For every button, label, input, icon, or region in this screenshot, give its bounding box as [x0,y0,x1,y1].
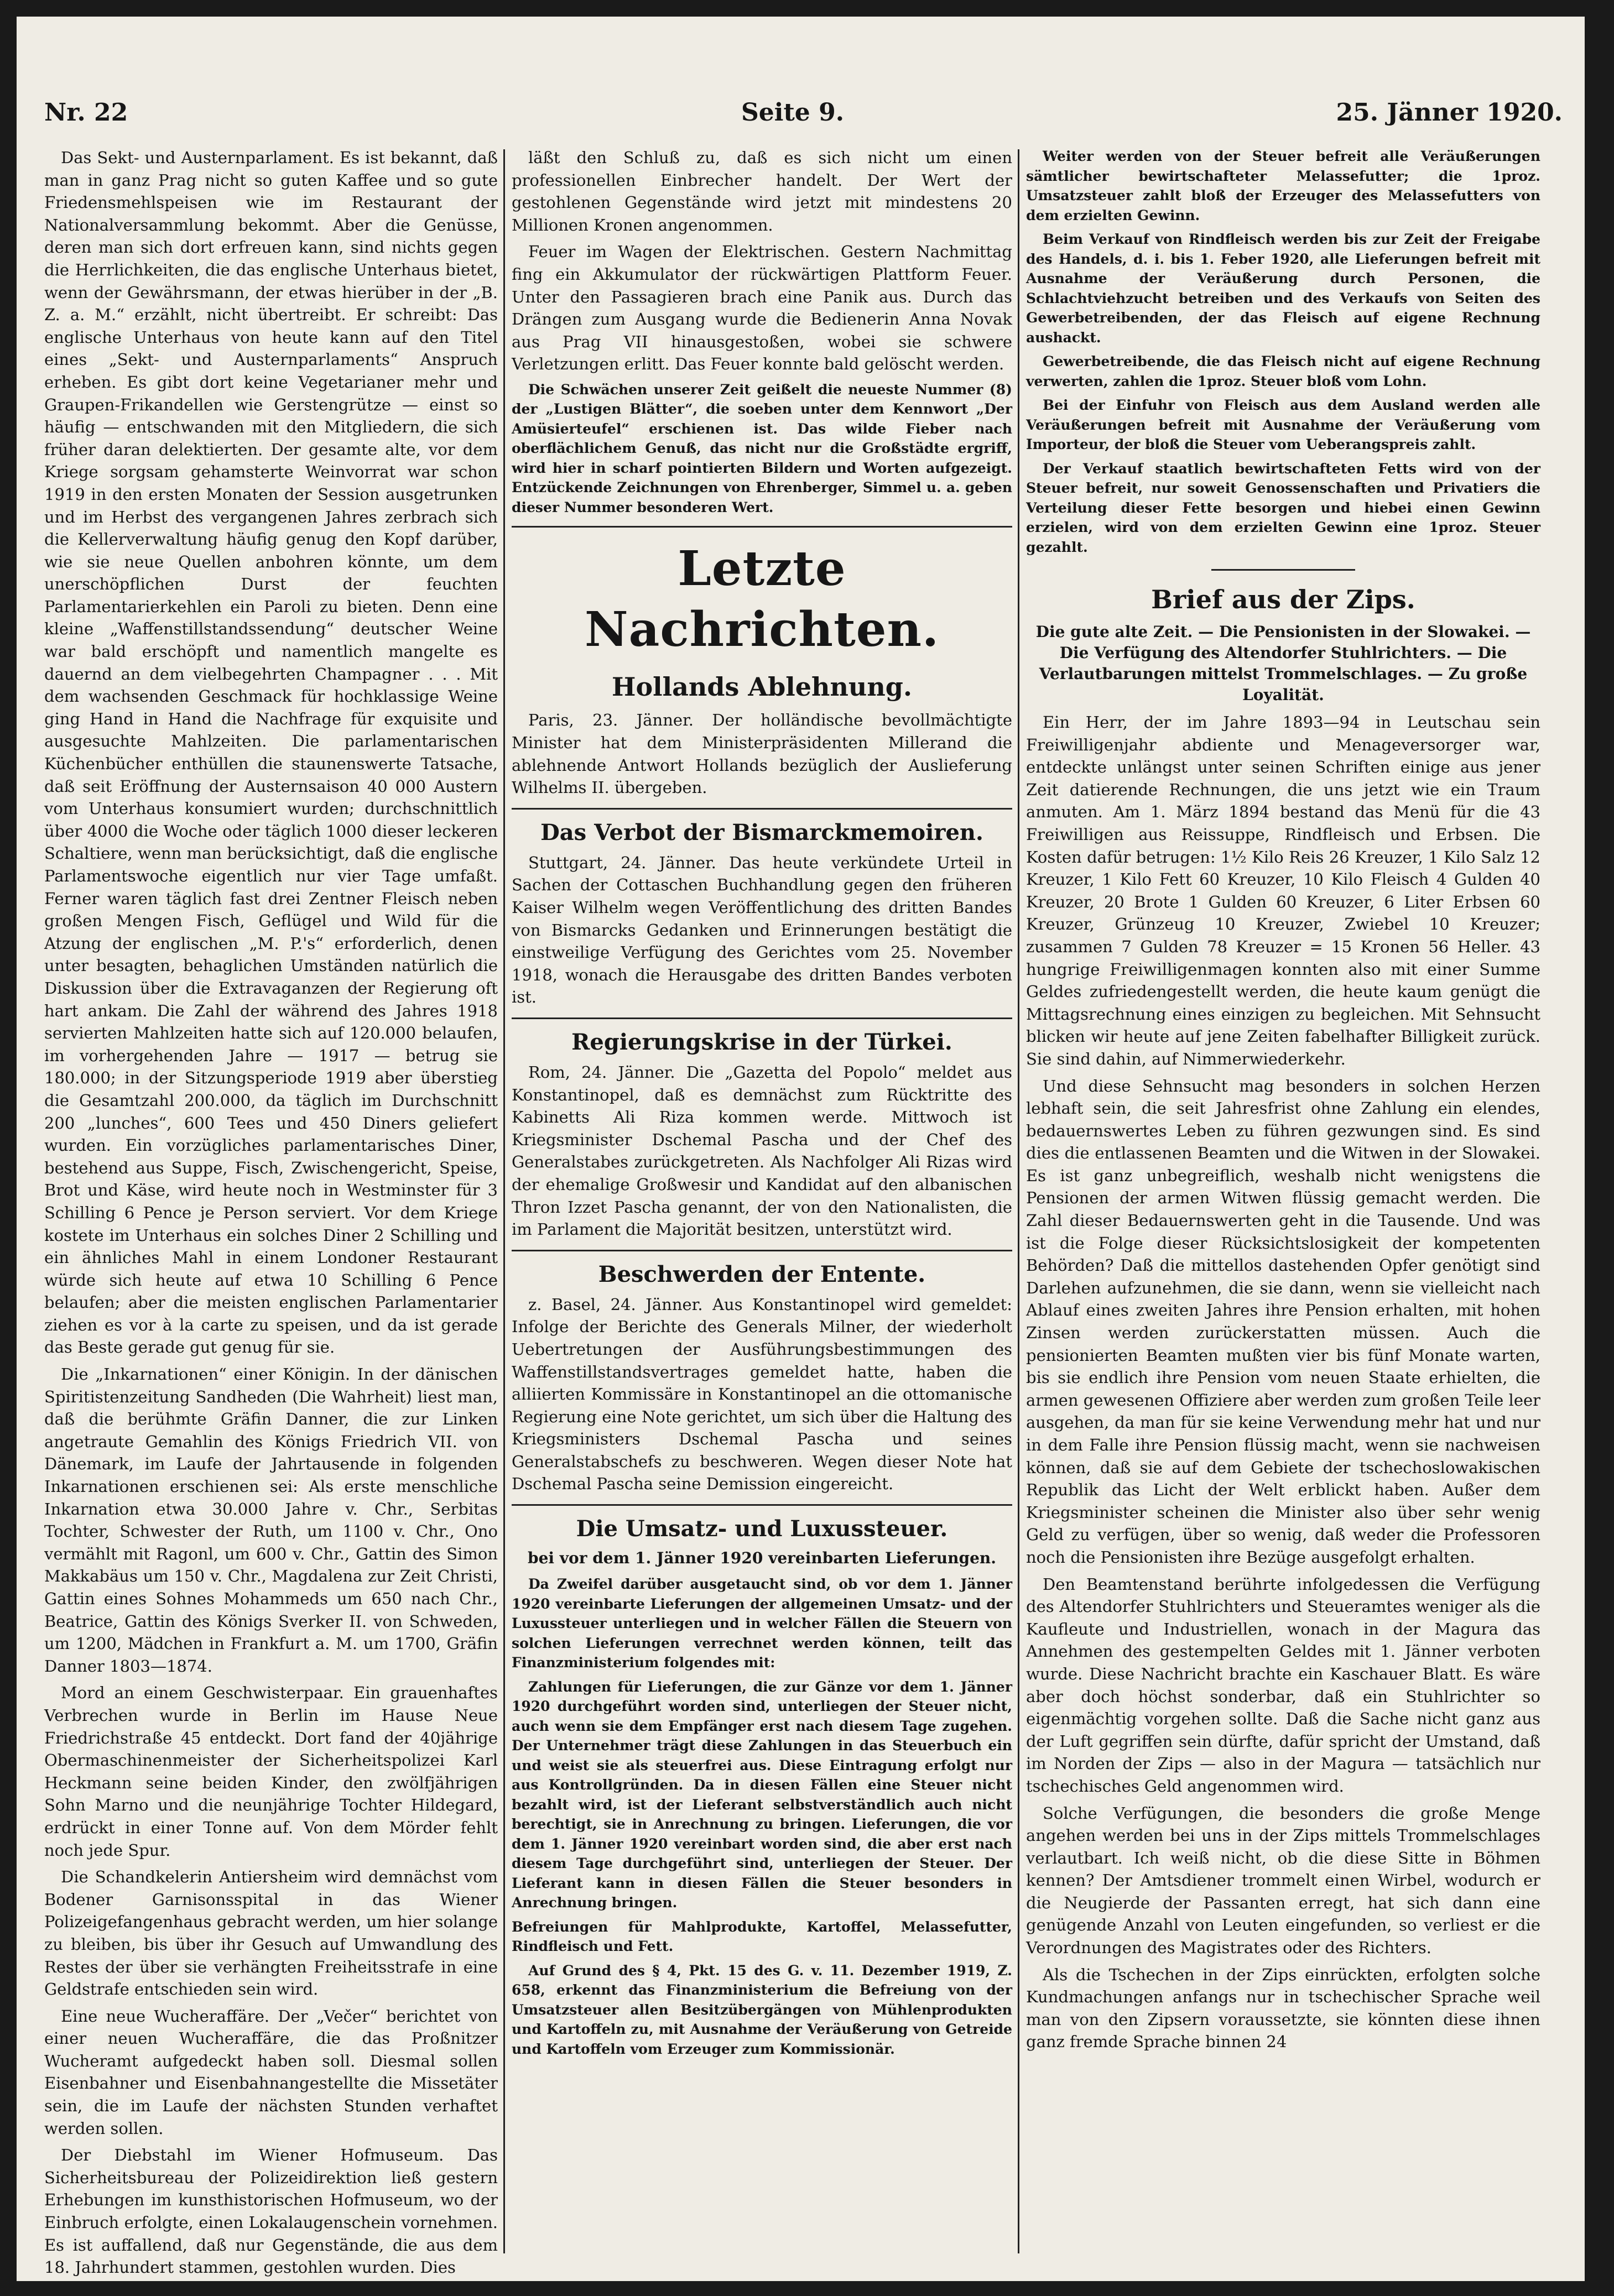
section-divider [512,1017,1012,1019]
article-antiersheim: Die Schandkelerin Antiersheim wird demnächst vom Bodener Garnisonsspital in das Wiener Polizeigefangenhaus gebracht werden, um hier solange zu bleiben, bis über ihr Gesuch auf Umwandlung des Restes der über sie verhängten Freiheitsstrafe in eine Geldstrafe entschieden sein wird. [44,1867,498,1999]
column-3 [1026,147,1540,2259]
section-divider [512,1504,1012,1506]
article-umsatzsteuer-para: Zahlungen für Lieferungen, die zur Gänze vor dem 1. Jänner 1920 durchgeführt worden sind, unterliegen der Steuer nicht, auch wenn sie dem Empfänger erst nach diesem Tage zugehen. Der Unternehmer trägt diese Zahlungen in das Steuerbuch ein und weist sie als steuerfrei aus. Diese Eintragung erfolgt nur aus Kontrollgründen. Da in diesen Fällen eine Steuer nicht bezahlt wird, ist der Lieferant selbstverständlich auch nicht berechtigt, sie in Anrechnung zu bringen. Lieferungen, die vor dem 1. Jänner 1920 vereinbart worden sind, die aber erst nach diesem Tage durchgeführt sind, unterliegen der Steuer. Der Lieferant kann in diesen Fällen die Steuer besonders in Anrechnung bringen. [512,1678,1012,1911]
article-umsatzsteuer-para: Auf Grund des § 4, Pkt. 15 des G. v. 11. Dezember 1919, Z. 658, erkennt das Finanzministerium die Befreiung von der Umsatzsteuer allen Besitzübergängen von Mühlenprodukten und Kartoffeln zu, mit Ausnahme der Veräußerung von Getreide und Kartoffeln vom Erzeuger zum Kommissionär. [512,1962,1012,2057]
column-divider-1 [503,149,505,2253]
column-divider-2 [1018,149,1019,2253]
article-zips-para: Ein Herr, der im Jahre 1893—94 in Leutschau sein Freiwilligenjahr abdiente und Menageversorger war, entdeckte unlängst unter seinen Schriften einige aus jener Zeit datierende Rechnungen, die uns jetzt wie ein Traum anmuten. Am 1. März 1894 bestand das Menü für die 43 Freiwilligen aus Reissuppe, Rindfleisch und Erbsen. Die Kosten dafür betrugen: 1½ Kilo Reis 26 Kreuzer, 1 Kilo Salz 12 Kreuzer, 1 Kilo Fett 60 Kreuzer, 10 Kilo Fleisch 4 Gulden 40 Kreuzer, 20 Brote 1 Gulden 60 Kreuzer, 6 Liter Erbsen 60 Kreuzer, Grünzeug 10 Kreuzer, Zwiebel 10 Kreuzer; zusammen 7 Gulden 78 Kreuzer = 15 Kronen 56 Heller. 43 hungrige Freiwilligenmagen konnten also mit einer Summe Geldes zufriedengestellt werden, die heute kaum genügt die Mittagsrechnung eines einzigen zu begleichen. Mit Sehnsucht blicken wir heute auf jene Zeiten fabelhafter Billigkeit zurück. Sie sind dahin, auf Nimmerwiederkehr. [1026,713,1540,1068]
subheading-brief-aus-der-zips: Die gute alte Zeit. — Die Pensionisten in der Slowakei. — Die Verfügung des Altendorfer Stuhlrichters. — Die Verlautbarungen mittelst Trommelschlages. — Zu große Loyalität. [1035,623,1531,704]
section-divider [512,1250,1012,1251]
article-sekt-austernparlament: Das Sekt- und Austernparlament. Es ist bekannt, daß man in ganz Prag nicht so guten Kaffee und so gute Friedensmehlspeisen wie im Restaurant der Nationalversammlung bekommt. Aber die Genüsse, deren man sich dort erfreuen kann, sind nichts gegen die Herrlichkeiten, die das englische Unterhaus bietet, wenn der Gewährsmann, der etwas hierüber in der „B. Z. a. M.“ erzählt, nicht übertreibt. Er schreibt: Das englische Unterhaus von heute kann auf den Titel eines „Sekt- und Austernparlaments“ Anspruch erheben. Es gibt dort keine Vegetarianer mehr und Graupen-Frikandellen wie Gerstengrütze — einst so häufig — entschwanden mit den Mitgliedern, die sich früher daran delektierten. Der gesamte alte, vor dem Kriege sorgsam gehamsterte Weinvorrat war schon 1919 in den ersten Monaten der Session ausgetrunken und im Herbst des vergangenen Jahres zerbrach sich die Kellerverwaltung häufig genug den Kopf darüber, wie sie neue Quellen anbohren könnte, um dem unerschöpflichen Durst der feuchten Parlamentarierkehlen ein Paroli zu bieten. Denn eine kleine „Waffenstillstandssendung“ deutscher Weine war bald erschöpft und namentlich mangelte es dauernd an dem vielbegehrten Champagner . . . Mit dem wachsenden Geschmack für hochklassige Weine ging Hand in Hand die Nachfrage für exquisite und ausgesuchte Mahlzeiten. Die parlamentarischen Küchenbücher enthüllen die staunenswerte Tatsache, daß seit Eröffnung der Austernsaison 40 000 Austern vom Unterhaus konsumiert wurden; durchschnittlich über 4000 die Woche oder täglich 1000 dieser leckeren Schaltiere, wenn man berücksichtigt, daß die englische Parlamentswoche eigentlich nur vier Tage umfaßt. Ferner waren täglich fast drei Zentner Fleisch neben großen Mengen Fisch, Geflügel und Wild für die Atzung der englischen „M. P.'s“ erforderlich, denen unter besagten, behaglichen Umständen natürlich die Diskussion über die Extravaganzen der Regierung oft hart ankam. Die Zahl der während des Jahres 1918 servierten Mahlzeiten hatte sich auf 120.000 belaufen, im vorhergehenden Jahre — 1917 — betrug sie 180.000; in der Sitzungsperiode 1919 aber überstieg die Gesamtzahl 200.000, da täglich im Durchschnitt 200 „lunches“, 600 Tees und 450 Diners geliefert wurden. Ein vorzügliches parlamentarisches Diner, bestehend aus Suppe, Fisch, Zwischengericht, Speise, Brot und Käse, wird heute noch in Westminster für 3 Schilling 6 Pence je Person serviert. Vor dem Kriege kostete im Unterhaus ein solches Diner 2 Schilling und ein ähnliches Mahl in einem Londoner Restaurant würde sich heute auf etwa 10 Schilling 6 Pence belaufen; aber die meisten englischen Parlamentarier ziehen es vor à la carte zu speisen, und da ist gerade das Beste gerade gut genug für sie. [44,148,498,1357]
article-feuer-elektrische: Feuer im Wagen der Elektrischen. Gestern Nachmittag fing ein Akkumulator der rückwärtigen Plattform Feuer. Unter den Passagieren brach eine Panik aus. Durch das Drängen zum Ausgang wurde die Bedienerin Anna Novak aus Prag VII hinausgestoßen, wobei sie schwere Verletzungen erlitt. Das Feuer konnte bald gelöscht werden. [512,242,1012,374]
headline-beschwerden-entente: Beschwerden der Entente. [598,1261,926,1287]
article-regierungskrise-tuerkei: Rom, 24. Jänner. Die „Gazetta del Popolo“ meldet aus Konstantinopel, daß es demnächst zum Rücktritte des Kabinetts Ali Riza kommen werde. Mittwoch ist Kriegsminister Dschemal Pascha und der Chef des Generalstabes zurückgetreten. Als Nachfolger Ali Rizas wird der ehemalige Großwesir und Kandidat auf den albanischen Thron Izzet Pascha genannt, der von den Nationalisten, die im Parlament die Majorität besitzen, unterstützt wird. [512,1062,1012,1239]
article-steuer-continued: Der Verkauf staatlich bewirtschafteten Fetts wird von der Steuer befreit, nur soweit Genossenschaften und Privatiers die Verteilung dieser Fette besorgen und hiebei einen Gewinn erzielen, wird von dem erzielten Gewinn eine 1proz. Steuer gezahlt. [1026,460,1540,555]
column-2 [512,147,1012,2259]
headline-bismarckmemoiren: Das Verbot der Bismarckmemoiren. [540,819,983,846]
headline-umsatz-luxussteuer: Die Umsatz- und Luxussteuer. [576,1516,948,1542]
subheading-befreiungen: Befreiungen für Mahlprodukte, Kartoffel, Melassefutter, Rindfleisch und Fett. [512,1918,1012,1955]
article-bismarckmemoiren: Stuttgart, 24. Jänner. Das heute verkündete Urteil in Sachen der Cottaschen Buchhandlung gegen den früheren Kaiser Wilhelm wegen Veröffentlichung des dritten Bandes von Bismarcks Gedanken und Erinnerungen bestätigt die einstweilige Verfügung des Gerichtes vom 25. November 1918, wonach die Herausgabe des dritten Bandes verboten ist. [512,853,1012,1007]
section-heading-letzte-nachrichten: Letzte Nachrichten. [584,541,939,658]
article-steuer-continued: Bei der Einfuhr von Fleisch aus dem Ausland werden alle Veräußerungen befreit mit Ausnahme der Veräußerung vom Importeur, der bloß die Steuer vom Ueberangspreis zahlt. [1026,397,1540,452]
article-zips-para: Als die Tschechen in der Zips einrückten, erfolgten solche Kundmachungen anfangs nur in tschechischer Sprache weil man von den Zipsern voraussetzte, sie könnten diese ihnen ganz fremde Sprache binnen 24 [1026,1965,1540,2052]
article-zips-para: Den Beamtenstand berührte infolgedessen die Verfügung des Altendorfer Stuhlrichters und Steueramtes weniger als die Kaufleute und Industriellen, wonach in der Magura das Annehmen des gestempelten Geldes mit 1. Jänner verboten wurde. Diese Nachricht brachte ein Kaschauer Blatt. Es wäre aber doch höchst sonderbar, daß ein Stuhlrichter so eigenmächtig vorgehen sollte. Daß die Sache nicht ganz aus der Luft gegriffen sein dürfte, dafür spricht der Umstand, daß im Norden der Zips — also in der Magura — tatsächlich nur tschechisches Geld angenommen wird. [1026,1574,1540,1796]
subheading-umsatz-luxussteuer: bei vor dem 1. Jänner 1920 vereinbarten Lieferungen. [528,1549,996,1568]
article-steuer-continued: Beim Verkauf von Rindfleisch werden bis zur Zeit der Freigabe des Handels, d. i. bis 1. Feber 1920, alle Lieferungen befreit mit Ausnahme der Veräußerung durch Personen, die Schlachtviehzucht betreiben und des Verkaufs von Seiten des Gewerbetreibenden, der das Fleisch auf eigene Rechnung aushackt. [1026,231,1540,346]
notice-lustige-blaetter: Die Schwächen unserer Zeit geißelt die neueste Nummer (8) der „Lustigen Blätter“, die soeben unter dem Kennwort „Der Amüsierteufel“ erschienen ist. Das wilde Fieber nach oberflächlichem Genuß, das nicht nur die Großstädte ergriff, wird hier in scharf pointierten Bildern und Worten aufgezeigt. Entzückende Zeichnungen von Ehrenberger, Simmel u. a. geben dieser Nummer besonderen Wert. [512,381,1012,515]
article-hofmuseum-continued: läßt den Schluß zu, daß es sich nicht um einen professionellen Einbrecher handelt. Der Wert der gestohlenen Gegenstände wird jetzt mit mindestens 20 Millionen Kronen angenommen. [512,148,1012,234]
page-header [44,98,1563,137]
article-inkarnationen-koenigin: Die „Inkarnationen“ einer Königin. In der dänischen Spiritistenzeitung Sandheden (Die Wahrheit) liest man, daß die berühmte Gräfin Danner, die zur Linken angetraute Gemahlin des Königs Friedrich VII. von Dänemark, im Laufe der Jahrtausende in folgenden Inkarnationen erschienen sei: Als erste menschliche Inkarnation etwa 30.000 Jahre v. Chr., Serbitas Tochter, Schwester der Ruth, um 1100 v. Chr., Ono vermählt mit Ragonl, um 600 v. Chr., Gattin des Simon Makkabäus um 150 v. Chr., Magdalena zur Zeit Christi, Gattin eines Sohnes Mohammeds um 650 nach Chr., Beatrice, Gattin des Königs Sverker II. von Schweden, um 1200, Mädchen in Frankfurt a. M. um 1700, Gräfin Danner 1803—1874. [44,1365,498,1676]
issue-date: 25. Jänner 1920. [1336,98,1563,127]
headline-hollands-ablehnung: Hollands Ablehnung. [612,672,912,702]
page-number: Seite 9. [741,98,845,127]
section-divider [512,808,1012,810]
article-zips-para: Und diese Sehnsucht mag besonders in solchen Herzen lebhaft sein, die seit Jahresfrist ohne Zahlung ein elendes, bedauernswertes Leben zu führen gezwungen sind. Es sind dies die entlassenen Beamten und die Witwen in der Slowakei. Es ist ganz unbegreiflich, weshalb nicht wenigstens die Pensionen der armen Witwen flüssig gemacht werden. Die Zahl dieser Bedauernswerten geht in die Tausende. Und was ist die Folge dieser Rücksichtslosigkeit der kompetenten Behörden? Daß die mittellos dastehenden Opfer genötigt sind Darlehen aufzunehmen, die sie dann, wenn sie vielleicht nach Ablauf eines zweiten Jahres ihre Pension erhalten, mit hohen Zinsen werden zurückerstatten müssen. Auch die pensionierten Beamten mußten vier bis fünf Monate warten, bis sie endlich ihre Pension vom neuen Staate erhielten, die armen gewesenen Offiziere aber werden zum großen Teile leer ausgehen, da man für sie keine Verwendung mehr hat und nur in dem Falle ihre Pension flüssig macht, wenn sie nachweisen können, daß sie auf dem Gebiete der tschechoslowakischen Republik das Licht der Welt erblickt haben. Außer dem Kriegsminister scheinen die Minister also über sehr wenig Geld zu verfügen, über so wenig, daß weder die Professoren noch die Pensionisten ihre Bezüge ausgefolgt erhalten. [1026,1076,1541,1567]
section-divider [512,526,1012,528]
article-steuer-continued: Weiter werden von der Steuer befreit alle Veräußerungen sämtlicher bewirtschafteter Melassefutter; die 1proz. Umsatzsteuer zahlt bloß der Erzeuger des Melassefutters von dem erzielten Gewinn. [1026,148,1540,223]
article-beschwerden-entente: z. Basel, 24. Jänner. Aus Konstantinopel wird gemeldet: Infolge der Berichte des Generals Milner, der wiederholt Uebertretungen der Ausführungsbestimmungen des Waffenstillstandsvertrages gemeldet hatte, haben die alliierten Kommissäre in Konstantinopel an die ottomanische Regierung eine Note gerichtet, um sich über die Haltung des Kriegsministers Dschemal Pascha und seines Generalstabschefs zu beschweren. Wegen dieser Note hat Dschemal Pascha seine Demission eingereicht. [512,1295,1012,1494]
article-steuer-continued: Gewerbetreibende, die das Fleisch nicht auf eigene Rechnung verwerten, zahlen die 1proz. Steuer bloß vom Lohn. [1026,353,1540,389]
newspaper-page [17,17,1585,2281]
issue-number: Nr. 22 [44,98,128,127]
article-mord-geschwisterpaar: Mord an einem Geschwisterpaar. Ein grauenhaftes Verbrechen wurde in Berlin im Hause Neue Friedrichstraße 45 entdeckt. Dort fand der 40jährige Obermaschinenmeister der Sicherheitspolizei Karl Heckmann seine beiden Kinder, den zwölfjährigen Sohn Marno und die neunjährige Tochter Hildegard, erdrückt in einer Tonne auf. Von dem Mörder fehlt noch jede Spur. [44,1683,498,1860]
headline-regierungskrise-tuerkei: Regierungskrise in der Türkei. [571,1029,952,1055]
article-hofmuseum-diebstahl: Der Diebstahl im Wiener Hofmuseum. Das Sicherheitsbureau der Polizeidirektion ließ gestern Erhebungen im kunsthistorischen Hofmuseum, wo der Einbruch erfolgte, einen Lokalaugenschein vornehmen. Es ist auffallend, daß nur Gegenstände, die aus dem 18. Jahrhundert stammen, gestohlen wurden. Dies [44,2146,498,2277]
article-zips-para: Solche Verfügungen, die besonders die große Menge angehen werden bei uns in der Zips mittels Trommelschlages verlautbart. Ich weiß nicht, ob die diese Sitte in Böhmen kennen? Der Amtsdiener trommelt einen Wirbel, wodurch er die Neugierde der Passanten erregt, hat sich dann eine genügende Anzahl von Leuten eingefunden, so verliest er die Verordnungen des Magistrates oder des Richters. [1026,1803,1540,1958]
article-wucheraffaere: Eine neue Wucheraffäre. Der „Večer“ berichtet von einer neuen Wucheraffäre, die das Proßnitzer Wucheramt aufgedeckt haben soll. Diesmal sollen Eisenbahner und Eisenbahnangestellte die Missetäter sein, die im Laufe der nächsten Stunden verhaftet werden sollen. [44,2006,498,2138]
article-hollands-ablehnung: Paris, 23. Jänner. Der holländische bevollmächtigte Minister hat dem Ministerpräsidenten Millerand die ablehnende Antwort Hollands bezüglich der Auslieferung Wilhelms II. übergeben. [512,711,1012,797]
column-1 [44,147,498,2277]
article-umsatzsteuer-para: Da Zweifel darüber ausgetaucht sind, ob vor dem 1. Jänner 1920 vereinbarte Lieferungen der allgemeinen Umsatz- und der Luxussteuer unterliegen und in welcher Fällen die Steuern von solchen Lieferungen verrechnet werden können, teilt das Finanzministerium folgendes mit: [512,1576,1012,1671]
headline-brief-aus-der-zips: Brief aus der Zips. [1151,585,1415,614]
short-divider [1211,569,1355,571]
